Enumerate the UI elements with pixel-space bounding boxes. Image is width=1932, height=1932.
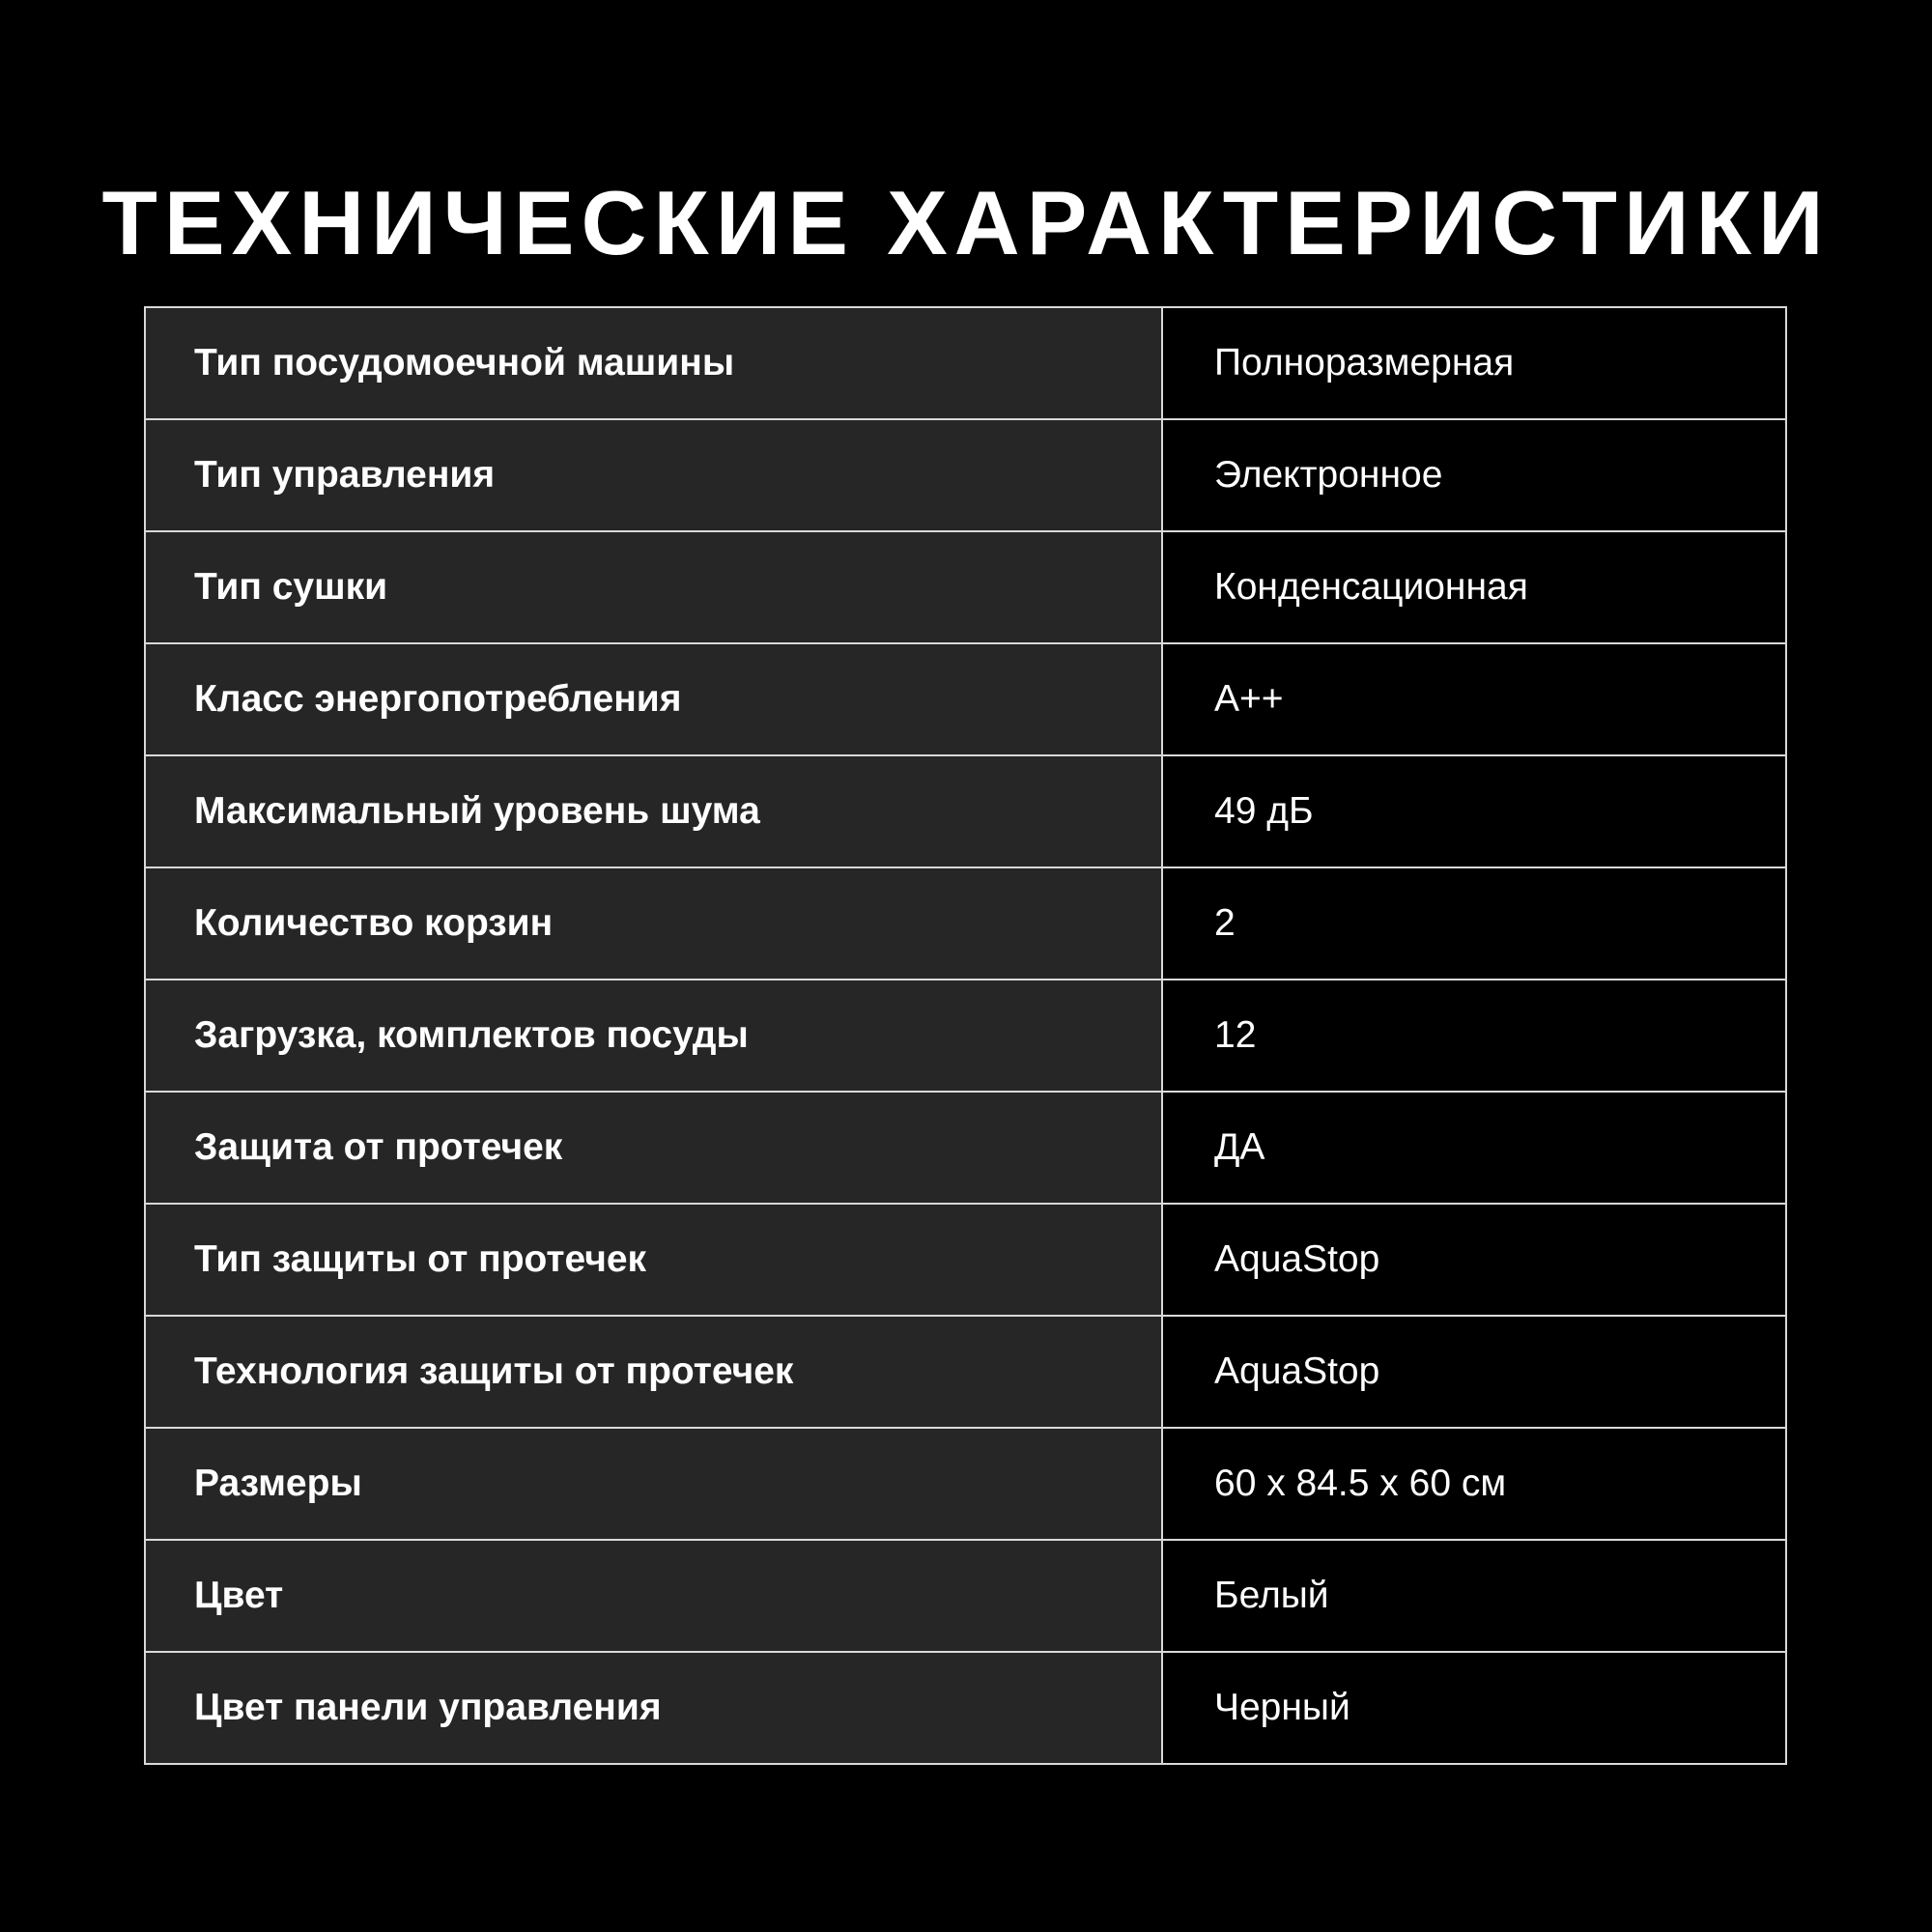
spec-value: Черный <box>1162 1652 1786 1764</box>
table-row <box>145 307 1786 419</box>
table-row <box>145 1092 1786 1204</box>
spec-value: 60 x 84.5 x 60 см <box>1162 1428 1786 1540</box>
spec-label: Защита от протечек <box>145 1092 1162 1204</box>
spec-label: Размеры <box>145 1428 1162 1540</box>
spec-label: Тип посудомоечной машины <box>145 307 1162 419</box>
table-row <box>145 867 1786 980</box>
table-row <box>145 1540 1786 1652</box>
spec-label: Тип управления <box>145 419 1162 531</box>
table-row <box>145 980 1786 1092</box>
spec-label: Технология защиты от протечек <box>145 1316 1162 1428</box>
spec-value: 2 <box>1162 867 1786 980</box>
spec-value: 12 <box>1162 980 1786 1092</box>
spec-value: Белый <box>1162 1540 1786 1652</box>
spec-value: 49 дБ <box>1162 755 1786 867</box>
spec-label: Цвет <box>145 1540 1162 1652</box>
spec-value: A++ <box>1162 643 1786 755</box>
spec-value: ДА <box>1162 1092 1786 1204</box>
spec-value: AquaStop <box>1162 1316 1786 1428</box>
spec-value: Конденсационная <box>1162 531 1786 643</box>
table-row <box>145 1316 1786 1428</box>
table-row <box>145 531 1786 643</box>
spec-value: Электронное <box>1162 419 1786 531</box>
page-title: ТЕХНИЧЕСКИЕ ХАРАКТЕРИСТИКИ <box>101 171 1831 273</box>
specs-table <box>144 306 1787 1765</box>
table-row <box>145 755 1786 867</box>
spec-label: Тип сушки <box>145 531 1162 643</box>
spec-label: Тип защиты от протечек <box>145 1204 1162 1316</box>
spec-label: Класс энергопотребления <box>145 643 1162 755</box>
spec-label: Количество корзин <box>145 867 1162 980</box>
table-row <box>145 1428 1786 1540</box>
table-row <box>145 1204 1786 1316</box>
table-row <box>145 643 1786 755</box>
table-row <box>145 1652 1786 1764</box>
spec-label: Загрузка, комплектов посуды <box>145 980 1162 1092</box>
spec-value: AquaStop <box>1162 1204 1786 1316</box>
spec-label: Максимальный уровень шума <box>145 755 1162 867</box>
spec-label: Цвет панели управления <box>145 1652 1162 1764</box>
table-row <box>145 419 1786 531</box>
spec-value: Полноразмерная <box>1162 307 1786 419</box>
